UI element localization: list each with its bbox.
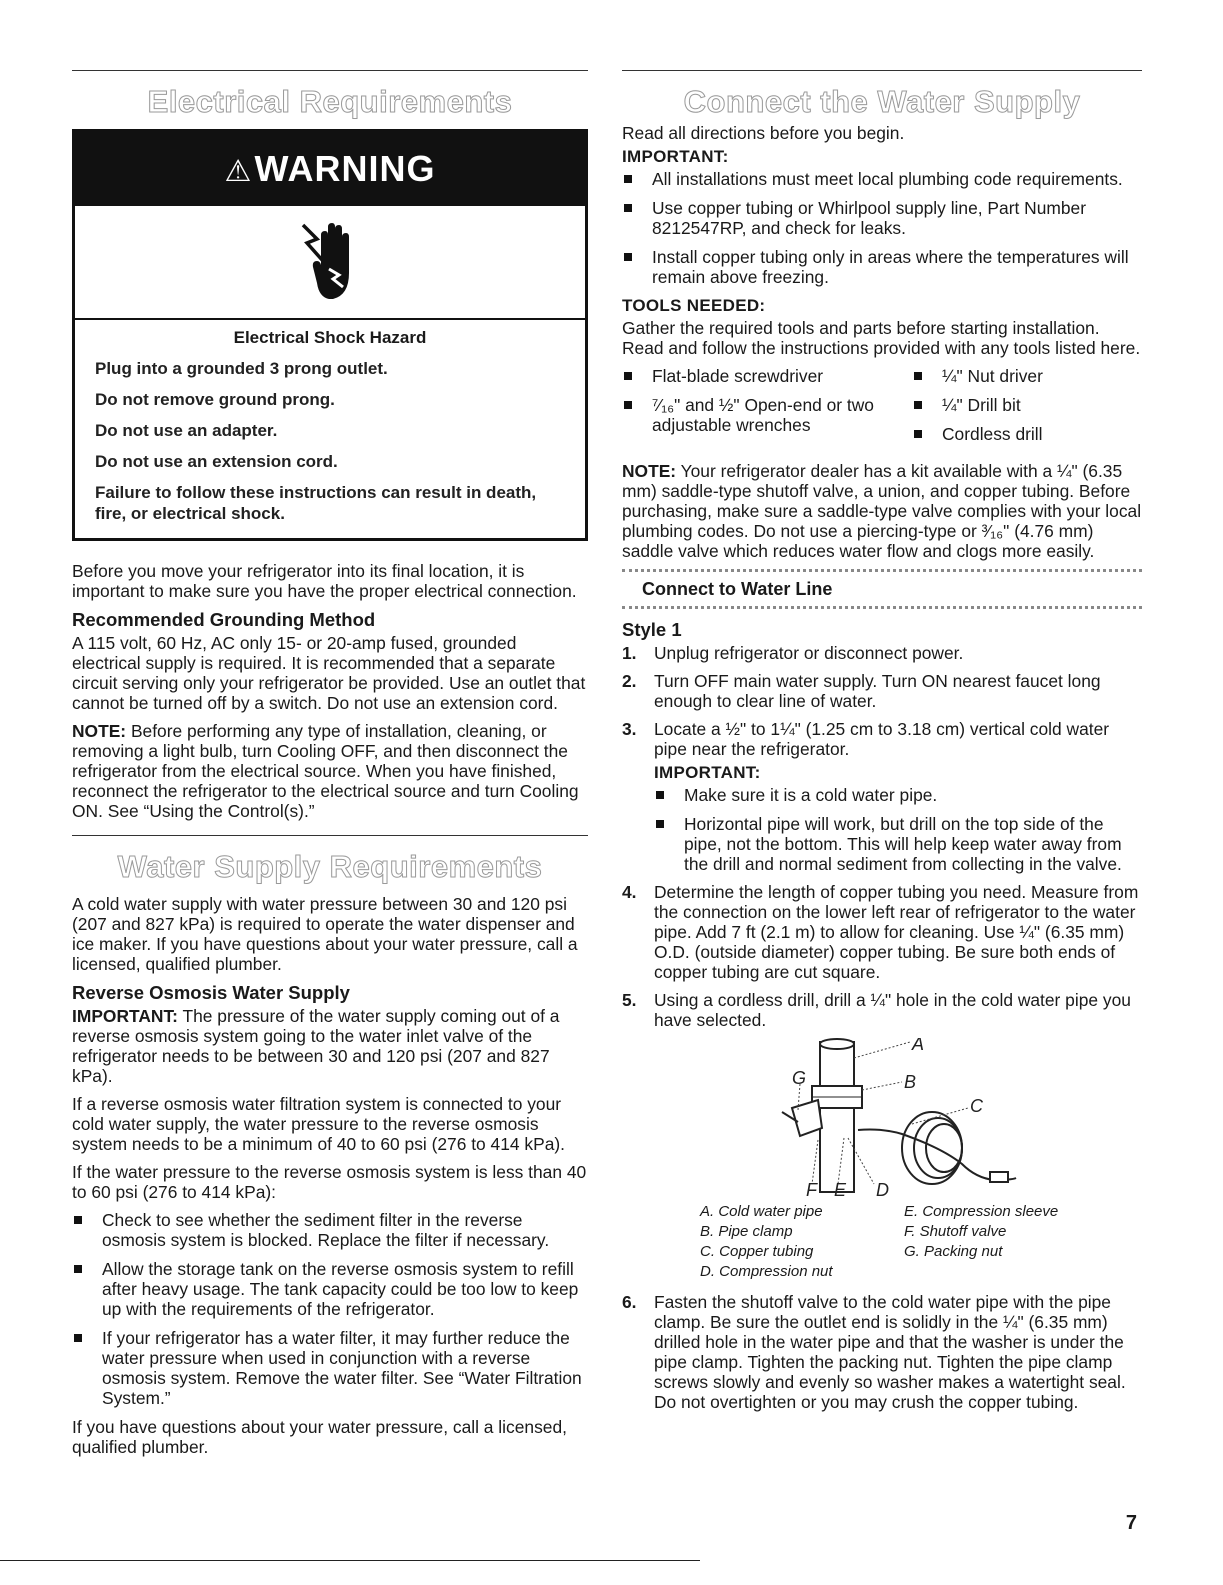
warning-header-label: WARNING bbox=[254, 148, 436, 189]
legend-item: F. Shutoff valve bbox=[904, 1223, 1007, 1240]
note-text: Your refrigerator dealer has a kit available with a ¼" (6.35 mm) saddle-type shutoff valve, a union, and copper tubing. Before purchasing, make sure a saddle-type valve complies with your local plumbing codes. Do not use a piercing-type or ³⁄₁₆" (4.76 mm) saddle valve which reduces water flow and clogs more easily. bbox=[622, 461, 1142, 561]
ro-bullets bbox=[72, 1210, 588, 1408]
note-label: NOTE: bbox=[72, 721, 127, 741]
figure-label-a: A bbox=[912, 1038, 925, 1054]
step-number: 2. bbox=[622, 671, 637, 691]
note-text: Before performing any type of installation, cleaning, or removing a light bulb, turn Cooling OFF, and then disconnect the refrigerator from the electrical source. When you have finished, reconnect the refrigerator to the electrical source and turn Cooling ON. See “Using the Control(s).” bbox=[72, 721, 579, 821]
style-heading: Style 1 bbox=[622, 619, 682, 640]
important-bullets bbox=[622, 169, 1142, 287]
legend-item: B. Pipe clamp bbox=[700, 1223, 793, 1240]
water-requirements-title: Water Supply Requirements bbox=[117, 849, 543, 884]
water-paragraph: A cold water supply with water pressure between 30 and 120 psi (207 and 827 kPa) is required to operate the water dispenser and ice maker. If you have questions about your water pressure, call a licensed, qualified plumber. bbox=[72, 894, 578, 974]
steps-list bbox=[622, 643, 1142, 1030]
important-heading: IMPORTANT: bbox=[622, 147, 729, 166]
legend-item: A. Cold water pipe bbox=[700, 1203, 823, 1220]
step-number: 4. bbox=[622, 882, 637, 902]
list-item: Check to see whether the sediment filter in the reverse osmosis system is blocked. Replace the filter if necessary. bbox=[72, 1210, 588, 1250]
divider bbox=[622, 569, 1142, 572]
step3-important-heading: IMPORTANT: bbox=[654, 763, 761, 782]
list-item: Flat-blade screwdriver bbox=[622, 366, 912, 386]
legend-col-2 bbox=[904, 1202, 1058, 1282]
warning-body bbox=[75, 320, 585, 538]
step-item bbox=[622, 1292, 1142, 1412]
electrical-requirements-title: Electrical Requirements bbox=[147, 84, 513, 119]
warning-line: Do not use an extension cord. bbox=[95, 452, 338, 471]
figure-label-d: D bbox=[876, 1180, 889, 1198]
step-item bbox=[622, 990, 1142, 1030]
list-item: If your refrigerator has a water filter, it may further reduce the water pressure when used in conjunction with a reverse osmosis system. Remove the water filter. See “Water Filtration System.” bbox=[72, 1328, 588, 1408]
step-number: 5. bbox=[622, 990, 637, 1010]
figure-label-f: F bbox=[806, 1180, 817, 1198]
connect-water-title: Connect the Water Supply bbox=[683, 84, 1081, 119]
connect-line-heading: Connect to Water Line bbox=[642, 579, 833, 599]
step-item bbox=[622, 719, 1142, 874]
figure-label-e: E bbox=[834, 1180, 847, 1198]
warning-line: Plug into a grounded 3 prong outlet. bbox=[95, 359, 388, 378]
legend-col-1 bbox=[700, 1202, 904, 1282]
section-rule bbox=[72, 835, 588, 836]
note-paragraph bbox=[622, 461, 1142, 561]
valve-illustration bbox=[622, 1038, 1142, 1198]
warning-box bbox=[72, 129, 588, 541]
list-item: Allow the storage tank on the reverse osmosis system to refill after heavy usage. The tank capacity could be too low to keep up with the requirements of the refrigerator. bbox=[72, 1259, 588, 1319]
list-item: Make sure it is a cold water pipe. bbox=[654, 785, 1142, 805]
right-column bbox=[622, 70, 1142, 1420]
legend-item: G. Packing nut bbox=[904, 1243, 1003, 1260]
legend-item: C. Copper tubing bbox=[700, 1243, 814, 1260]
steps-list-continued bbox=[622, 1292, 1142, 1412]
divider bbox=[622, 606, 1142, 609]
warning-header bbox=[75, 132, 585, 206]
list-item: Use copper tubing or Whirlpool supply line, Part Number 8212547RP, and check for leaks. bbox=[622, 198, 1142, 238]
step-number: 6. bbox=[622, 1292, 637, 1312]
section-rule bbox=[72, 70, 588, 71]
important-label: IMPORTANT: bbox=[72, 1006, 178, 1026]
step-number: 1. bbox=[622, 643, 637, 663]
warning-line: Do not use an adapter. bbox=[95, 421, 278, 440]
step-text: Locate a ½" to 1¼" (1.25 cm to 3.18 cm) vertical cold water pipe near the refrigerator. bbox=[654, 719, 1110, 759]
step-item bbox=[622, 643, 1142, 663]
intro-paragraph: Before you move your refrigerator into its final location, it is important to make sure you have the proper electrical connection. bbox=[72, 561, 577, 601]
tools-heading: TOOLS NEEDED: bbox=[622, 296, 766, 315]
step-item bbox=[622, 671, 1142, 711]
list-item: Install copper tubing only in areas where the temperatures will remain above freezing. bbox=[622, 247, 1142, 287]
left-column bbox=[72, 70, 588, 1465]
warning-triangle-icon: ⚠ bbox=[224, 155, 253, 188]
list-item: ⁷⁄₁₆" and ½" Open-end or two adjustable wrenches bbox=[622, 395, 912, 435]
reverse-osmosis-heading: Reverse Osmosis Water Supply bbox=[72, 982, 350, 1003]
step-text: Turn OFF main water supply. Turn ON nearest faucet long enough to clear line of water. bbox=[654, 671, 1101, 711]
list-item: Horizontal pipe will work, but drill on the top side of the pipe, not the bottom. This will help keep water away from the drill and normal sediment from collecting in the valve. bbox=[654, 814, 1142, 874]
note-paragraph bbox=[72, 721, 588, 821]
figure-label-c: C bbox=[970, 1096, 983, 1116]
page-number: 7 bbox=[1125, 1512, 1137, 1534]
tools-col-1 bbox=[622, 366, 912, 453]
warning-line: Failure to follow these instructions can result in death, fire, or electrical shock. bbox=[95, 483, 537, 523]
note-label: NOTE: bbox=[622, 461, 677, 481]
tools-col-2 bbox=[912, 366, 1142, 453]
shutoff-valve-diagram bbox=[622, 1038, 1142, 1198]
ro-paragraph: If the water pressure to the reverse osmosis system is less than 40 to 60 psi (276 to 414 kPa): bbox=[72, 1162, 587, 1202]
step3-bullets bbox=[654, 785, 1142, 874]
list-item: ¼" Drill bit bbox=[912, 395, 1142, 415]
step-text: Determine the length of copper tubing you need. Measure from the connection on the lower left rear of refrigerator to the water pipe. Add 7 ft (2.1 m) to allow for cleaning. Use ¼" (6.35 mm) O.D. (outside diameter) copper tubing. Be sure both ends of copper tubing are cut square. bbox=[654, 882, 1139, 982]
ro-paragraph: If a reverse osmosis water filtration system is connected to your cold water supply, the water pressure to the reverse osmosis system needs to be a minimum of 40 to 60 psi (276 to 414 kPa). bbox=[72, 1094, 565, 1154]
read-all-paragraph: Read all directions before you begin. bbox=[622, 123, 905, 143]
figure-label-g: G bbox=[792, 1068, 807, 1088]
legend-item: D. Compression nut bbox=[700, 1263, 833, 1280]
legend-item: E. Compression sleeve bbox=[904, 1203, 1059, 1220]
list-item: ¼" Nut driver bbox=[912, 366, 1142, 386]
list-item: All installations must meet local plumbing code requirements. bbox=[622, 169, 1142, 189]
tools-paragraph: Gather the required tools and parts before starting installation. Read and follow the instructions provided with any tools listed here. bbox=[622, 318, 1141, 358]
footer-rule bbox=[0, 1560, 700, 1561]
figure-legend bbox=[700, 1202, 1142, 1282]
ro-closing-paragraph: If you have questions about your water pressure, call a licensed, qualified plumber. bbox=[72, 1417, 567, 1457]
section-rule bbox=[622, 70, 1142, 71]
grounding-paragraph: A 115 volt, 60 Hz, AC only 15- or 20-amp fused, grounded electrical supply is required. It is recommended that a separate circuit serving only your refrigerator be provided. Use an outlet that cannot be turned off by a switch. Do not use an extension cord. bbox=[72, 633, 586, 713]
ro-important-paragraph bbox=[72, 1006, 588, 1086]
figure-label-b: B bbox=[904, 1072, 917, 1092]
step-text: Unplug refrigerator or disconnect power. bbox=[654, 643, 964, 663]
electrical-shock-icon bbox=[75, 206, 585, 320]
step-text: Fasten the shutoff valve to the cold water pipe with the pipe clamp. Be sure the outlet end is solidly in the ¼" (6.35 mm) drilled hole in the water pipe and that the washer is under the pipe clamp. Tighten the packing nut. Tighten the pipe clamp screws slowly and evenly so washer makes a watertight seal. Do not overtighten or you may crush the copper tubing. bbox=[654, 1292, 1126, 1412]
important-text: The pressure of the water supply coming out of a reverse osmosis system going to the water inlet valve of the refrigerator needs to be between 30 and 120 psi (207 and 827 kPa). bbox=[72, 1006, 560, 1086]
tools-list bbox=[622, 366, 1142, 461]
step-text: Using a cordless drill, drill a ¼" hole in the cold water pipe you have selected. bbox=[654, 990, 1131, 1030]
step-item bbox=[622, 882, 1142, 982]
step-number: 3. bbox=[622, 719, 637, 739]
list-item: Cordless drill bbox=[912, 424, 1142, 444]
hazard-title: Electrical Shock Hazard bbox=[233, 328, 427, 347]
warning-line: Do not remove ground prong. bbox=[95, 390, 335, 409]
grounding-heading: Recommended Grounding Method bbox=[72, 609, 376, 630]
